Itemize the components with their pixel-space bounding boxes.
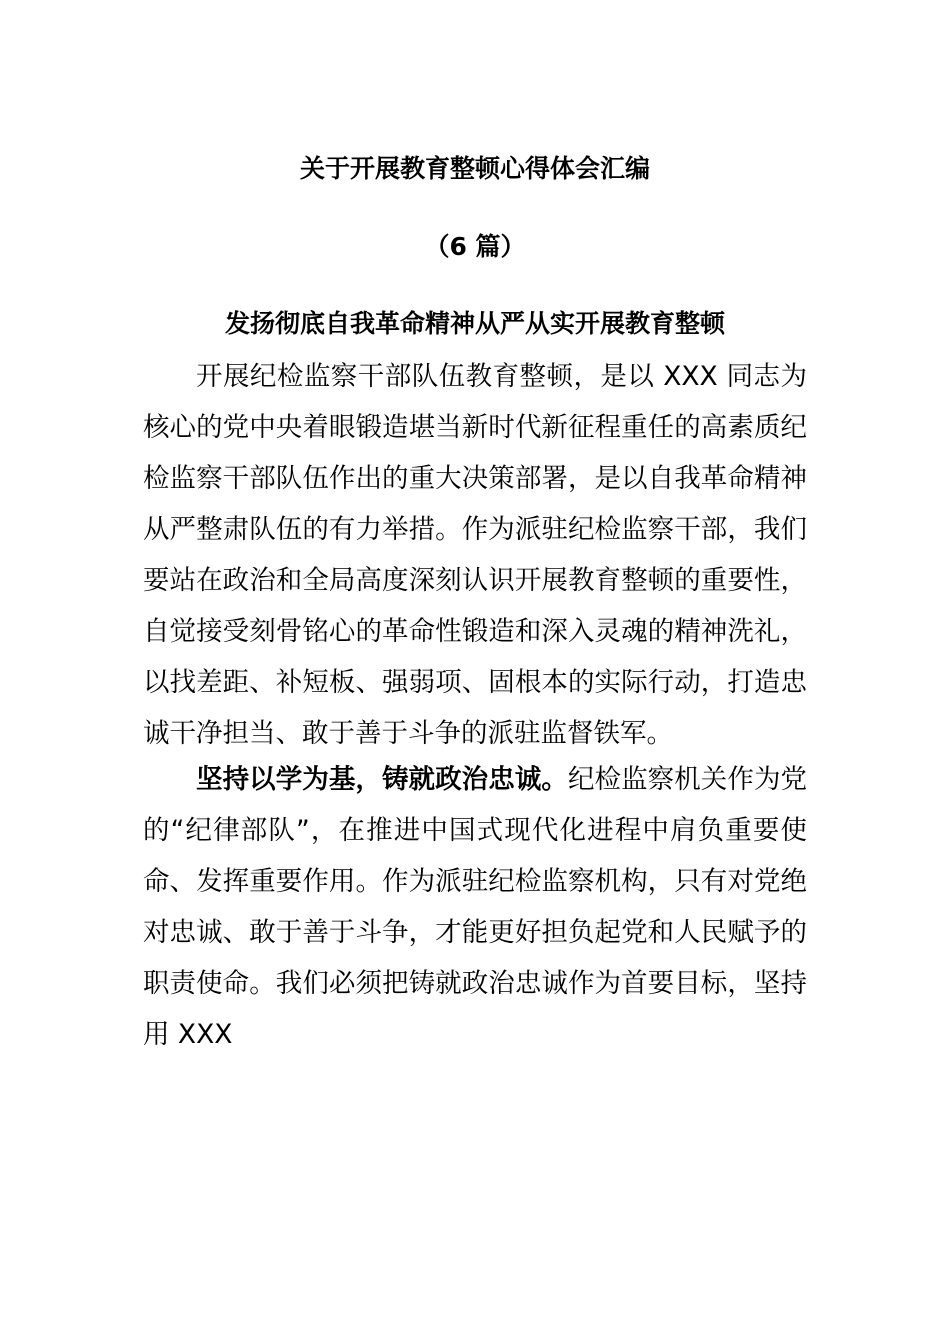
paragraph-1-text: 开展纪检监察干部队伍教育整顿，是以 XXX 同志为核心的党中央着眼锻造堪当新时代新征程重任的高素质纪检监察干部队伍作出的重大决策部署，是以自我革命精神从严整肃队伍的有力举措。作为派驻纪检监察干部，我们要站在政治和全局高度深刻认识开展教育整顿的重要性，自觉接受刻骨铭心的革命性锻造和深入灵魂的精神洗礼，以找差距、补短板、强弱项、固根本的实际行动，打造忠诚干净担当、敢于善于斗争的派驻监督铁军。: [143, 361, 807, 749]
paragraph-2: [143, 754, 807, 1060]
paragraph-2-lead: 坚持以学为基，铸就政治忠诚。: [196, 764, 568, 795]
paragraph-1: [143, 351, 807, 759]
document-subtitle: （6 篇）: [424, 232, 526, 261]
paragraph-2-text: 纪检监察机关作为党的“纪律部队”，在推进中国式现代化进程中肩负重要使命、发挥重要作用。作为派驻纪检监察机构，只有对党绝对忠诚、敢于善于斗争，才能更好担负起党和人民赋予的职责使命。我们必须把铸就政治忠诚作为首要目标，坚持用 XXX: [143, 764, 808, 1050]
document-title: 关于开展教育整顿心得体会汇编: [299, 154, 650, 183]
section-heading: 发扬彻底自我革命精神从严从实开展教育整顿: [224, 309, 725, 338]
